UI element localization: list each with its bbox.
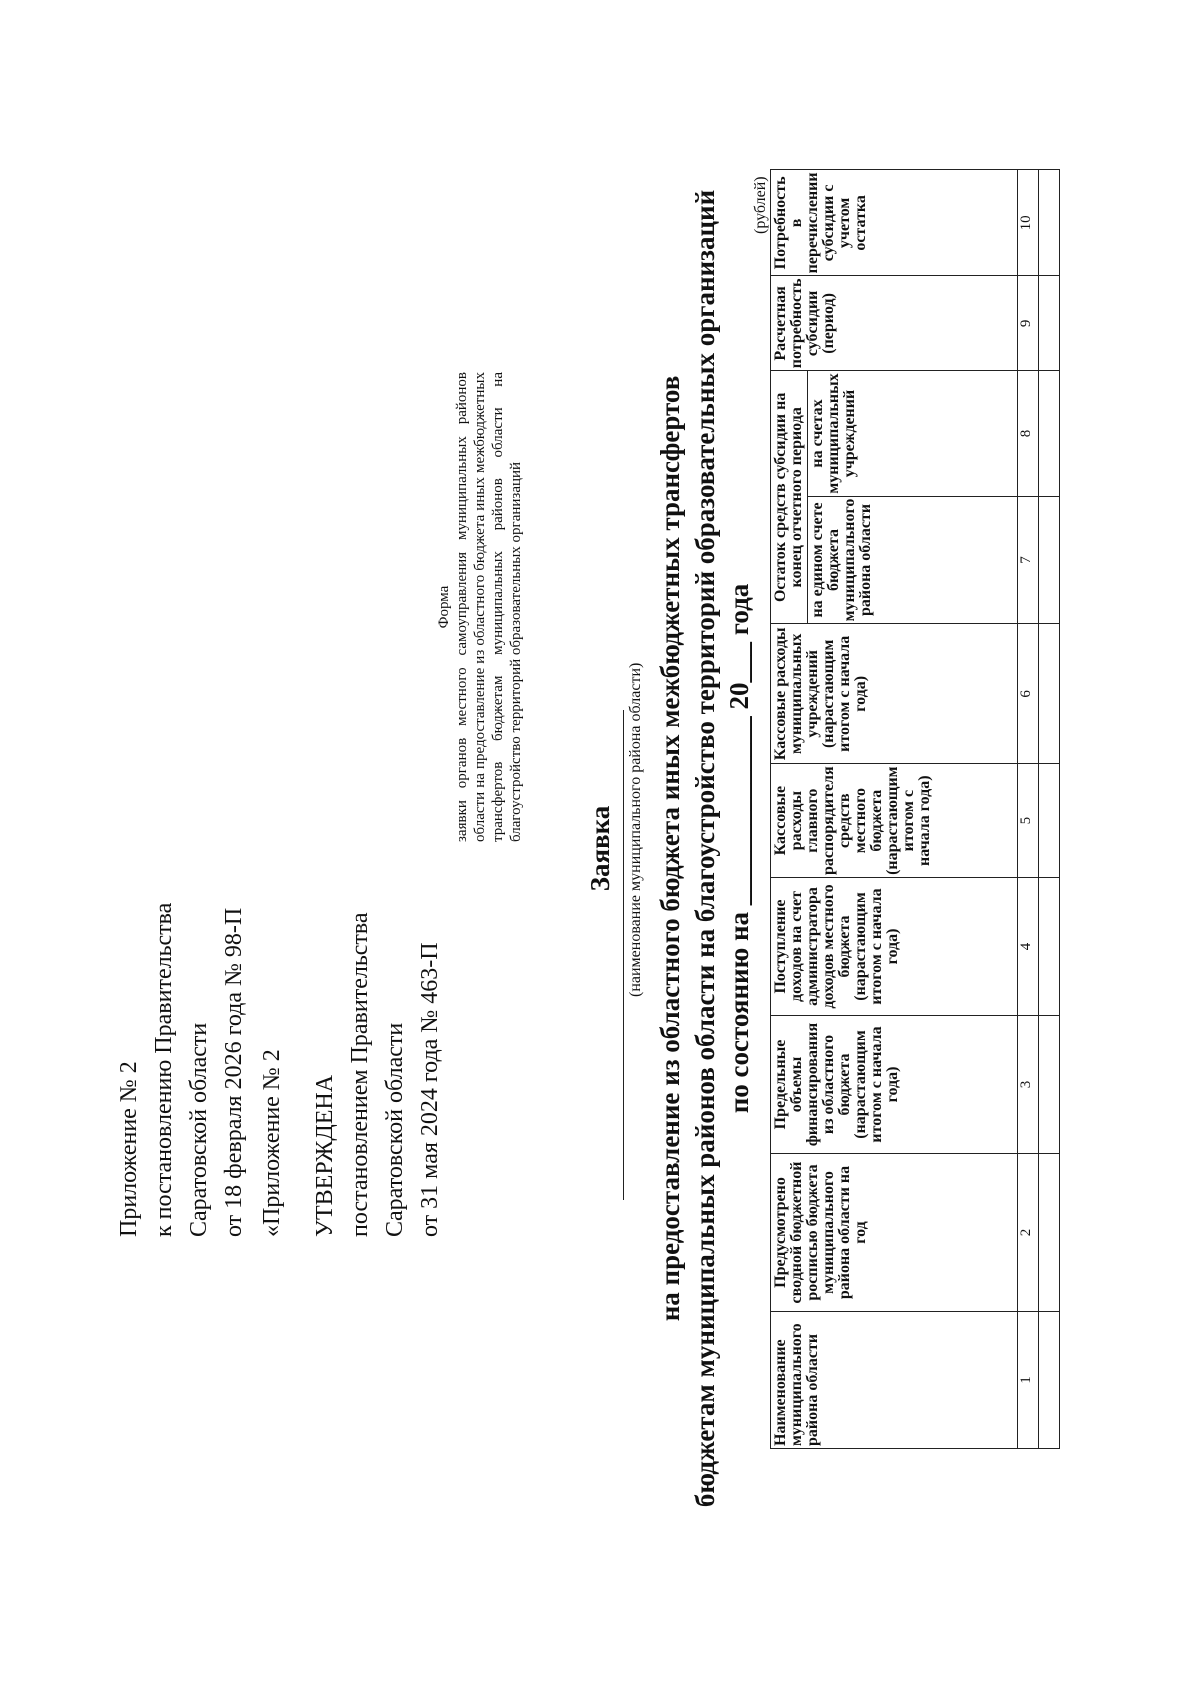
request-title: Заявка — [585, 805, 615, 892]
table-empty-row — [1039, 170, 1060, 1449]
municipality-name-caption: (наименование муниципального района области) — [627, 662, 644, 997]
approved-region: Саратовской области — [382, 1022, 408, 1237]
form-label: Форма — [436, 585, 452, 629]
table-cell — [1039, 878, 1060, 1016]
table-cell — [1039, 764, 1060, 878]
approved-date-number: от 31 мая 2024 года № 463-П — [417, 942, 443, 1237]
col-number: 6 — [1018, 624, 1039, 764]
col-header-main-expenses: Кассовые расходы главного распорядителя средств местного бюджета (нарастающим итогом с начала года) — [771, 764, 1018, 878]
col-header-limits: Предельные объемы финансирования из областного бюджета (нарастающим итогом с начала года) — [771, 1016, 1018, 1154]
col-number: 10 — [1018, 170, 1039, 276]
form-note — [435, 372, 525, 842]
col-number: 1 — [1018, 1312, 1039, 1449]
col-number: 7 — [1018, 496, 1039, 624]
col-number: 2 — [1018, 1154, 1039, 1312]
table-cell — [1039, 624, 1060, 764]
col-number: 5 — [1018, 764, 1039, 878]
approved-block — [308, 912, 448, 1237]
form-description: заявки органов местного самоуправления муниципальных районов области на предоставление из областного бюджета иных межбюджетных трансфертов бюджетам муниципальных районов области на благоустройство территорий образовательных организаций — [454, 372, 524, 842]
approved-by: постановлением Правительства — [347, 912, 373, 1237]
col-number: 4 — [1018, 878, 1039, 1016]
appendix-header — [112, 903, 252, 1237]
table-cell — [1039, 1312, 1060, 1449]
col-header-revenue: Поступление доходов на счет администратора доходов местного бюджета (нарастающим итогом с начала года) — [771, 878, 1018, 1016]
table-cell — [1039, 170, 1060, 276]
table-cell — [1039, 1154, 1060, 1312]
units-label: (рублей) — [752, 176, 769, 234]
col-header-institution-accounts: на счетах муниципальных учреждений — [808, 371, 1018, 496]
col-header-estimated-need: Расчетная потребность субсидии (период) — [771, 276, 1018, 371]
col-header-single-account: на едином счете бюджета муниципального района области — [808, 496, 1018, 624]
municipality-name-line — [623, 710, 624, 1200]
appendix-to-resolution: к постановлению Правительства — [151, 902, 177, 1237]
appendix-date-number: от 18 февраля 2026 года № 98-П — [221, 907, 247, 1237]
col-number: 3 — [1018, 1016, 1039, 1154]
table-cell — [1039, 1016, 1060, 1154]
request-table — [770, 169, 1060, 1449]
table-cell — [1039, 276, 1060, 371]
appendix-region: Саратовской области — [186, 1022, 212, 1237]
table-cell — [1039, 496, 1060, 624]
table-cell — [1039, 371, 1060, 496]
title-line-1: на предоставление из областного бюджета иных межбюджетных трансфертов — [655, 375, 685, 1322]
quote-appendix: «Приложение № 2 — [259, 1049, 285, 1237]
appendix-label: Приложение № 2 — [116, 1061, 142, 1237]
col-header-planned: Предусмотрено сводной бюджетной росписью бюджета муниципального района области на год — [771, 1154, 1018, 1312]
title-line-2: бюджетам муниципальных районов области на благоустройство территорий образовательных организаций — [690, 189, 720, 1508]
col-header-municipality: Наименование муниципального района области — [771, 1312, 1018, 1449]
col-header-institution-expenses: Кассовые расходы муниципальных учреждений (нарастающим итогом с начала года) — [771, 624, 1018, 764]
col-header-balance-group: Остаток средств субсидии на конец отчетного периода — [771, 371, 808, 624]
col-number: 8 — [1018, 371, 1039, 496]
col-header-transfer-need: Потребность в перечислении субсидии с учетом остатка — [771, 170, 1018, 276]
table-number-row — [1018, 170, 1039, 1449]
title-line-3: по состоянию на ______________ 20___ года — [724, 583, 754, 1114]
table-header-row — [771, 170, 808, 1449]
approved-label: УТВЕРЖДЕНА — [312, 1074, 338, 1237]
col-number: 9 — [1018, 276, 1039, 371]
